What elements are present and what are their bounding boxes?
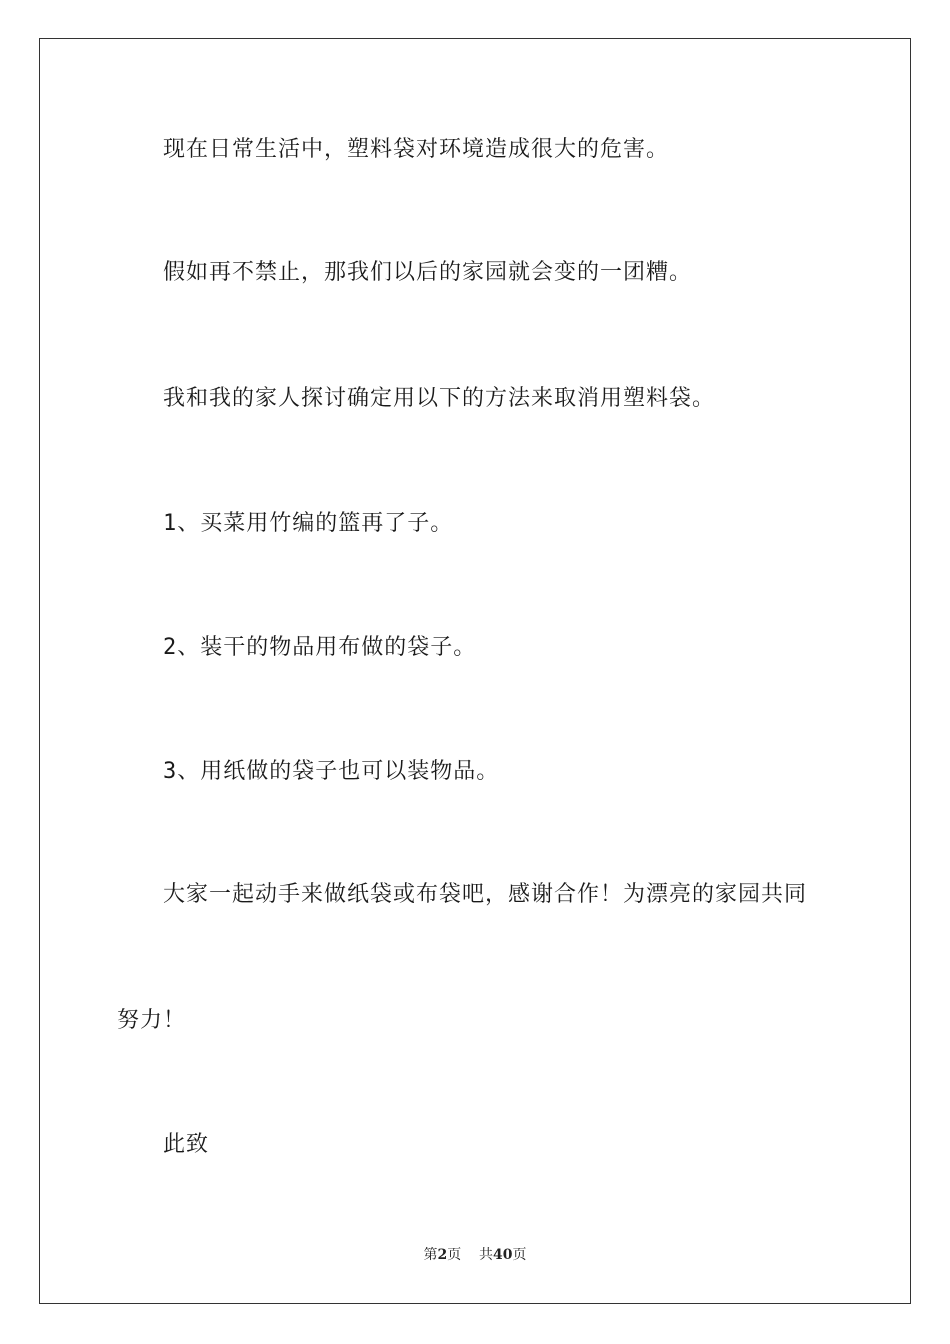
- total-suffix: 页: [512, 1247, 527, 1263]
- list-item-3: 3、用纸做的袋子也可以装物品。: [163, 759, 500, 784]
- page-prefix: 第: [423, 1247, 438, 1263]
- paragraph-closing: 大家一起动手来做纸袋或布袋吧，感谢合作！为漂亮的家园共同: [163, 882, 808, 907]
- page-footer: [0, 1245, 950, 1265]
- page-suffix: 页: [447, 1247, 462, 1263]
- paragraph-2: 假如再不禁止，那我们以后的家园就会变的一团糟。: [163, 260, 693, 285]
- list-item-2: 2、装干的物品用布做的袋子。: [163, 635, 477, 660]
- current-page-number: 2: [437, 1247, 448, 1263]
- page-border: [39, 38, 911, 1304]
- paragraph-closing-continued: 努力！: [117, 1008, 187, 1033]
- salutation: 此致: [163, 1132, 210, 1157]
- total-prefix: 共: [479, 1247, 494, 1263]
- paragraph-1: 现在日常生活中，塑料袋对环境造成很大的危害。: [163, 137, 670, 162]
- list-item-1: 1、买菜用竹编的篮再了子。: [163, 511, 454, 536]
- paragraph-3: 我和我的家人探讨确定用以下的方法来取消用塑料袋。: [163, 386, 716, 411]
- total-pages-number: 40: [493, 1247, 513, 1263]
